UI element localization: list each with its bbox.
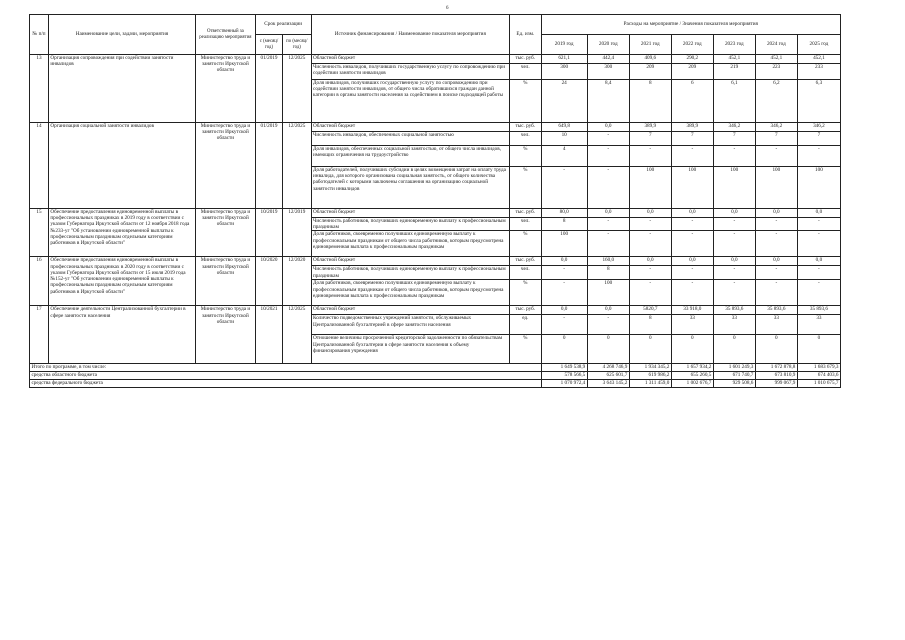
value-cell: 233 bbox=[797, 64, 840, 80]
value-cell: - bbox=[755, 266, 797, 280]
period-from: 01/2019 bbox=[255, 123, 282, 209]
unit-cell: % bbox=[510, 335, 542, 364]
value-cell: 100 bbox=[797, 167, 840, 209]
value-cell: 0,0 bbox=[713, 257, 755, 266]
unit-cell: % bbox=[510, 167, 542, 209]
indicator-name: Количество подведомственных учреждений занятости, обслуживаемых Централизованной бухгалтерией в сфере занятости населения bbox=[311, 315, 510, 335]
total-value: 1 601 249,3 bbox=[713, 364, 755, 372]
header-period: Срок реализации bbox=[255, 15, 311, 35]
header-year: 2020 год bbox=[587, 35, 629, 55]
value-cell: 389,9 bbox=[629, 123, 671, 132]
total-label: Итого по программе, в том числе: bbox=[30, 364, 542, 372]
value-cell: - bbox=[541, 315, 587, 335]
value-cell: - bbox=[629, 146, 671, 167]
unit-cell: чел. bbox=[510, 266, 542, 280]
header-expenses: Расходы на мероприятие / Значения показателя мероприятия bbox=[541, 15, 840, 35]
value-cell: 0,0 bbox=[541, 257, 587, 266]
value-cell: 0 bbox=[713, 335, 755, 364]
value-cell: 209 bbox=[629, 64, 671, 80]
value-cell: 100 bbox=[587, 280, 629, 306]
value-cell: 0,0 bbox=[797, 257, 840, 266]
value-cell: 0,0 bbox=[587, 209, 629, 218]
total-value: 1 002 676,7 bbox=[671, 380, 713, 388]
value-cell: 8 bbox=[587, 266, 629, 280]
value-cell: - bbox=[541, 280, 587, 306]
value-cell: - bbox=[755, 280, 797, 306]
responsible-executor: Министерство труда и занятости Иркутской области bbox=[195, 306, 255, 364]
value-cell: 0,0 bbox=[629, 257, 671, 266]
header-responsible: Ответственный за реализацию мероприятия bbox=[195, 15, 255, 55]
value-cell: 0 bbox=[541, 335, 587, 364]
header-year: 2019 год bbox=[541, 35, 587, 55]
total-value: 1 934 345,2 bbox=[629, 364, 671, 372]
indicator-name: Областной бюджет bbox=[311, 257, 510, 266]
value-cell: 209 bbox=[671, 64, 713, 80]
value-cell: - bbox=[797, 218, 840, 231]
value-cell: 80,0 bbox=[541, 209, 587, 218]
section-name: Обеспечение деятельности Централизованной бухгалтерии в сфере занятости населения bbox=[48, 306, 195, 364]
total-value: 674 403,6 bbox=[797, 372, 840, 380]
value-cell: 0,0 bbox=[587, 123, 629, 132]
value-cell: 0 bbox=[671, 335, 713, 364]
indicator-name: Доля инвалидов, получивших государственную услугу по сопровождению при содействии занятости инвалидов, от общего числа обратившихся граждан данной категории в органы занятости населения за содействием в поиске подходящей работы bbox=[311, 80, 510, 123]
responsible-executor: Министерство труда и занятости Иркутской области bbox=[195, 123, 255, 209]
value-cell: 100 bbox=[629, 167, 671, 209]
total-value: 1 672 878,8 bbox=[755, 364, 797, 372]
value-cell: - bbox=[797, 146, 840, 167]
total-value: 1 649 538,9 bbox=[541, 364, 587, 372]
value-cell: 6,2 bbox=[755, 80, 797, 123]
value-cell: 5820,7 bbox=[629, 306, 671, 315]
period-to: 12/2019 bbox=[283, 209, 311, 257]
value-cell: 6,1 bbox=[713, 80, 755, 123]
value-cell: - bbox=[671, 218, 713, 231]
unit-cell: тыс. руб. bbox=[510, 306, 542, 315]
value-cell: 160,0 bbox=[587, 257, 629, 266]
value-cell: 6 bbox=[671, 80, 713, 123]
indicator-name: Областной бюджет bbox=[311, 209, 510, 218]
total-value: 1 010 675,7 bbox=[797, 380, 840, 388]
total-label: средства областного бюджета bbox=[30, 372, 542, 380]
value-cell: - bbox=[629, 218, 671, 231]
value-cell: 452,1 bbox=[755, 55, 797, 64]
value-cell: - bbox=[541, 167, 587, 209]
value-cell: - bbox=[587, 146, 629, 167]
indicator-name: Доля инвалидов, обеспеченных социальной занятостью, от общего числа инвалидов, имеющих ограничения на трудоустройство bbox=[311, 146, 510, 167]
unit-cell: тыс. руб. bbox=[510, 209, 542, 218]
period-from: 10/2019 bbox=[255, 209, 282, 257]
indicator-name: Доля работников, своевременно получивших единовременную выплату к профессиональным праздникам от общего числа работников, которым предусмотрена единовременная выплата к профессиональным праздникам bbox=[311, 280, 510, 306]
value-cell: 452,1 bbox=[797, 55, 840, 64]
section-number: 17 bbox=[30, 306, 49, 364]
value-cell: 100 bbox=[541, 231, 587, 257]
value-cell: - bbox=[629, 280, 671, 306]
total-row bbox=[30, 364, 841, 372]
unit-cell: чел. bbox=[510, 218, 542, 231]
value-cell: - bbox=[587, 315, 629, 335]
responsible-executor: Министерство труда и занятости Иркутской области bbox=[195, 257, 255, 306]
unit-cell: ед. bbox=[510, 315, 542, 335]
value-cell: 0,0 bbox=[629, 209, 671, 218]
value-cell: 300 bbox=[587, 64, 629, 80]
total-value: 625 601,7 bbox=[587, 372, 629, 380]
value-cell: 7 bbox=[797, 132, 840, 146]
value-cell: - bbox=[671, 280, 713, 306]
table-row bbox=[30, 257, 841, 266]
value-cell: 33 bbox=[671, 315, 713, 335]
value-cell: 219 bbox=[713, 64, 755, 80]
value-cell: 33 bbox=[797, 315, 840, 335]
value-cell: 0,0 bbox=[755, 209, 797, 218]
indicator-name: Доля работников, своевременно получивших единовременную выплату к профессиональным праздникам от общего числа работников, которым предусмотрена единовременная выплата к профессиональным праздникам bbox=[311, 231, 510, 257]
section-name: Организация социальной занятости инвалидов bbox=[48, 123, 195, 209]
indicator-name: Доля работодателей, получивших субсидии в целях возмещения затрат на оплату труда инвалида, для которого организована социальная занятость, от общего количества работодателей с которыми заключены соглашения на организацию социальной занятости инвалидов bbox=[311, 167, 510, 209]
total-value: 578 566,5 bbox=[541, 372, 587, 380]
indicator-name: Областной бюджет bbox=[311, 306, 510, 315]
value-cell: 300 bbox=[541, 64, 587, 80]
value-cell: 4 bbox=[541, 146, 587, 167]
responsible-executor: Министерство труда и занятости Иркутской области bbox=[195, 209, 255, 257]
value-cell: - bbox=[797, 231, 840, 257]
value-cell: - bbox=[713, 231, 755, 257]
value-cell: 0,0 bbox=[713, 209, 755, 218]
total-row bbox=[30, 372, 841, 380]
section-name: Организация сопровождения при содействии занятости инвалидов bbox=[48, 55, 195, 123]
value-cell: 100 bbox=[671, 167, 713, 209]
value-cell: - bbox=[671, 266, 713, 280]
value-cell: - bbox=[797, 266, 840, 280]
value-cell: - bbox=[629, 266, 671, 280]
value-cell: 0,0 bbox=[797, 209, 840, 218]
unit-cell: чел. bbox=[510, 132, 542, 146]
header-period-from: с (месяц/ год) bbox=[255, 35, 282, 55]
value-cell: 8 bbox=[629, 80, 671, 123]
value-cell: 0,0 bbox=[755, 257, 797, 266]
value-cell: 0 bbox=[629, 335, 671, 364]
period-to: 12/2020 bbox=[283, 257, 311, 306]
indicator-name: Численность инвалидов, получивших государственную услугу по сопровождению при содействии занятости инвалидов bbox=[311, 64, 510, 80]
indicator-name: Отношение величины просроченной кредиторской задолженности по обязательствам Централизованной бухгалтерии в сфере занятости населения к объему финансирования учреждения bbox=[311, 335, 510, 364]
header-year: 2023 год bbox=[713, 35, 755, 55]
value-cell: 35 893,6 bbox=[755, 306, 797, 315]
responsible-executor: Министерство труда и занятости Иркутской области bbox=[195, 55, 255, 123]
header-source: Источник финансирования / Наименование показателя мероприятия bbox=[311, 15, 510, 55]
period-to: 12/2025 bbox=[283, 306, 311, 364]
table-row bbox=[30, 209, 841, 218]
header-period-to: по (месяц/ год) bbox=[283, 35, 311, 55]
total-row bbox=[30, 380, 841, 388]
header-goal: Наименование цели, задачи, мероприятия bbox=[48, 15, 195, 55]
header-year: 2025 год bbox=[797, 35, 840, 55]
section-number: 16 bbox=[30, 257, 49, 306]
table-row bbox=[30, 306, 841, 315]
value-cell: 8,4 bbox=[587, 80, 629, 123]
value-cell: - bbox=[755, 218, 797, 231]
value-cell: 35 893,6 bbox=[797, 306, 840, 315]
total-value: 1 683 679,3 bbox=[797, 364, 840, 372]
value-cell: - bbox=[755, 146, 797, 167]
total-value: 929 508,6 bbox=[713, 380, 755, 388]
indicator-name: Численность инвалидов, обеспеченных социальной занятостью bbox=[311, 132, 510, 146]
total-value: 671 740,7 bbox=[713, 372, 755, 380]
header-year: 2022 год bbox=[671, 35, 713, 55]
header-year: 2021 год bbox=[629, 35, 671, 55]
value-cell: - bbox=[587, 132, 629, 146]
value-cell: 346,2 bbox=[755, 123, 797, 132]
value-cell: 346,2 bbox=[797, 123, 840, 132]
header-num: № п/п bbox=[30, 15, 49, 55]
period-to: 12/2025 bbox=[283, 55, 311, 123]
unit-cell: тыс. руб. bbox=[510, 55, 542, 64]
period-from: 10/2020 bbox=[255, 257, 282, 306]
value-cell: 7 bbox=[713, 132, 755, 146]
section-name: Обеспечение предоставления единовременной выплаты в профессиональных праздниках в 2019 году в соответствии с указом Губернатора Иркутской области от 12 ноября 2018 года №233-уг "Об установлении единовременной выплаты к профессиональным праздникам отдельным категориям работников в Иркутской области" bbox=[48, 209, 195, 257]
value-cell: 100 bbox=[755, 167, 797, 209]
value-cell: - bbox=[587, 218, 629, 231]
value-cell: 0,0 bbox=[671, 257, 713, 266]
value-cell: - bbox=[587, 231, 629, 257]
value-cell: 10 bbox=[541, 132, 587, 146]
total-value: 1 311 459,0 bbox=[629, 380, 671, 388]
total-value: 1 070 972,4 bbox=[541, 380, 587, 388]
unit-cell: тыс. руб. bbox=[510, 257, 542, 266]
value-cell: 649,8 bbox=[541, 123, 587, 132]
table-row bbox=[30, 55, 841, 64]
value-cell: 24 bbox=[541, 80, 587, 123]
value-cell: 621,1 bbox=[541, 55, 587, 64]
section-number: 14 bbox=[30, 123, 49, 209]
indicator-name: Численность работников, получивших единовременную выплату к профессиональным праздникам bbox=[311, 218, 510, 231]
total-value: 999 067,9 bbox=[755, 380, 797, 388]
total-value: 619 986,2 bbox=[629, 372, 671, 380]
value-cell: 7 bbox=[755, 132, 797, 146]
value-cell: 0,0 bbox=[671, 209, 713, 218]
total-value: 3 643 145,2 bbox=[587, 380, 629, 388]
value-cell: 7 bbox=[671, 132, 713, 146]
value-cell: 33 918,0 bbox=[671, 306, 713, 315]
table-row bbox=[30, 123, 841, 132]
value-cell: 0 bbox=[755, 335, 797, 364]
value-cell: 8 bbox=[541, 218, 587, 231]
section-name: Обеспечение предоставления единовременной выплаты в профессиональных праздниках в 2020 году в соответствии с указом Губернатора Иркутской области от 15 июля 2019 года №152-уг "Об установлении единовременной выплаты к профессиональным праздникам отдельным категориям работников в Иркутской области" bbox=[48, 257, 195, 306]
value-cell: - bbox=[587, 167, 629, 209]
unit-cell: % bbox=[510, 146, 542, 167]
value-cell: 33 bbox=[755, 315, 797, 335]
period-from: 10/2021 bbox=[255, 306, 282, 364]
value-cell: 0,0 bbox=[541, 306, 587, 315]
value-cell: - bbox=[713, 266, 755, 280]
unit-cell: % bbox=[510, 280, 542, 306]
value-cell: 389,9 bbox=[671, 123, 713, 132]
total-value: 673 810,9 bbox=[755, 372, 797, 380]
value-cell: - bbox=[713, 218, 755, 231]
value-cell: - bbox=[713, 146, 755, 167]
total-label: средства федерального бюджета bbox=[30, 380, 542, 388]
indicator-name: Областной бюджет bbox=[311, 123, 510, 132]
value-cell: - bbox=[797, 280, 840, 306]
total-value: 1 657 934,2 bbox=[671, 364, 713, 372]
value-cell: 8 bbox=[629, 315, 671, 335]
value-cell: - bbox=[671, 146, 713, 167]
unit-cell: чел. bbox=[510, 64, 542, 80]
value-cell: 7 bbox=[629, 132, 671, 146]
program-table bbox=[29, 14, 841, 388]
total-value: 4 268 746,9 bbox=[587, 364, 629, 372]
value-cell: 290,2 bbox=[671, 55, 713, 64]
value-cell: 35 893,6 bbox=[713, 306, 755, 315]
value-cell: 346,2 bbox=[713, 123, 755, 132]
value-cell: 33 bbox=[713, 315, 755, 335]
value-cell: 223 bbox=[755, 64, 797, 80]
unit-cell: % bbox=[510, 80, 542, 123]
period-to: 12/2025 bbox=[283, 123, 311, 209]
header-year: 2024 год bbox=[755, 35, 797, 55]
value-cell: - bbox=[755, 231, 797, 257]
total-value: 655 260,5 bbox=[671, 372, 713, 380]
header-unit: Ед. изм. bbox=[510, 15, 542, 55]
unit-cell: % bbox=[510, 231, 542, 257]
section-number: 15 bbox=[30, 209, 49, 257]
indicator-name: Численность работников, получивших единовременную выплату к профессиональным праздникам bbox=[311, 266, 510, 280]
value-cell: 0,0 bbox=[587, 306, 629, 315]
value-cell: - bbox=[541, 266, 587, 280]
value-cell: 0 bbox=[797, 335, 840, 364]
value-cell: - bbox=[629, 231, 671, 257]
value-cell: - bbox=[713, 280, 755, 306]
value-cell: 6,3 bbox=[797, 80, 840, 123]
value-cell: 442,4 bbox=[587, 55, 629, 64]
section-number: 13 bbox=[30, 55, 49, 123]
period-from: 01/2019 bbox=[255, 55, 282, 123]
value-cell: - bbox=[671, 231, 713, 257]
unit-cell: тыс. руб. bbox=[510, 123, 542, 132]
indicator-name: Областной бюджет bbox=[311, 55, 510, 64]
page-number: 6 bbox=[446, 6, 449, 11]
value-cell: 0 bbox=[587, 335, 629, 364]
value-cell: 452,1 bbox=[713, 55, 755, 64]
value-cell: 100 bbox=[713, 167, 755, 209]
value-cell: 409,6 bbox=[629, 55, 671, 64]
